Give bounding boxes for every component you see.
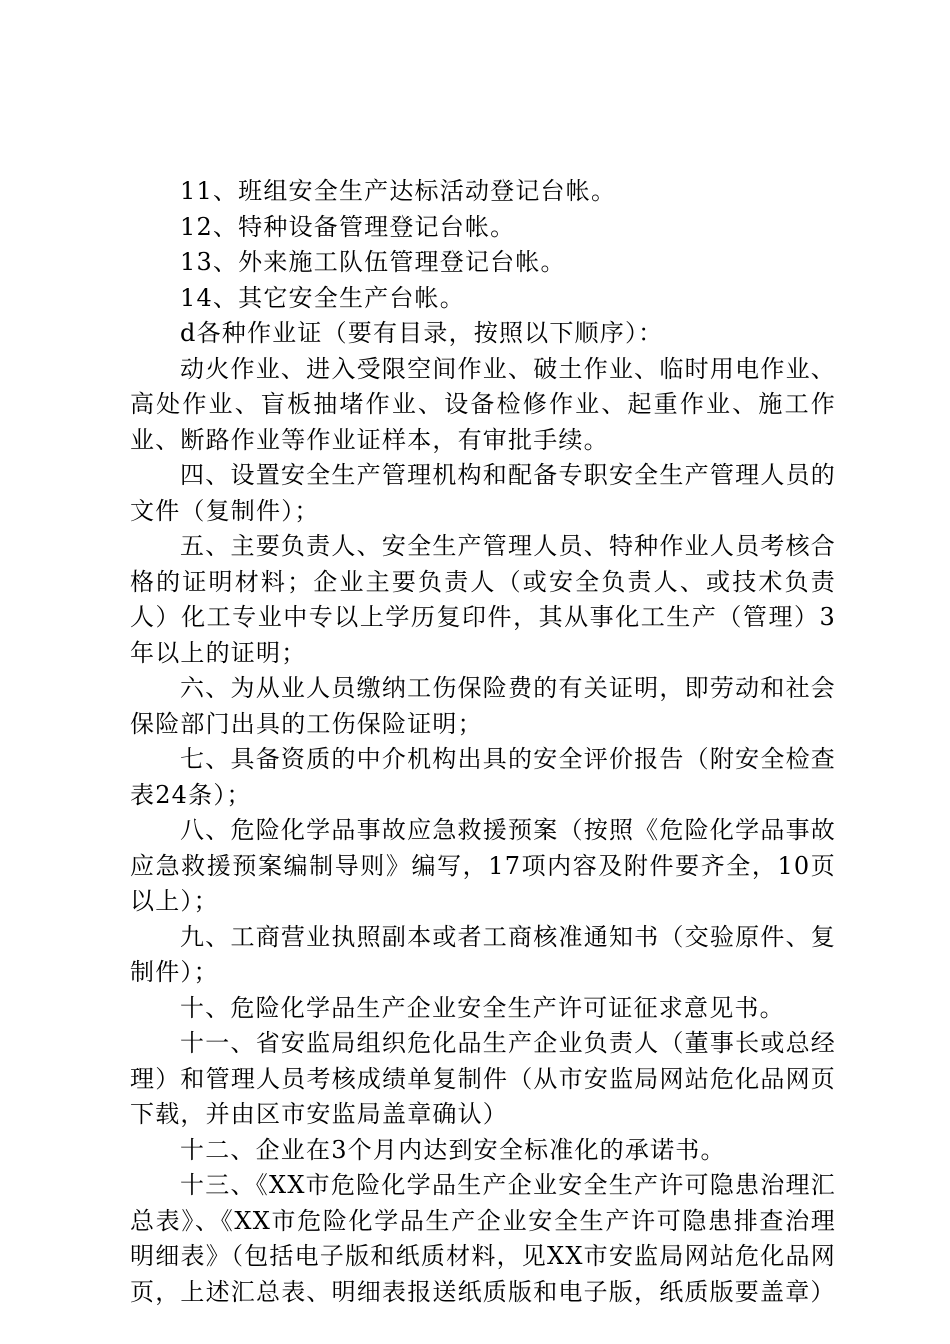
paragraph: 四、设置安全生产管理机构和配备专职安全生产管理人员的文件（复制件）；	[130, 461, 836, 525]
paragraph: 十三、《XX市危险化学品生产企业安全生产许可隐患治理汇总表》、《XX市危险化学品生产企业安全生产许可隐患排查治理明细表》（包括电子版和纸质材料，见XX市安监局网站危化品网页，上述汇总表、明细表报送纸质版和电子版，纸质版要盖章）	[130, 1171, 836, 1306]
paragraph: 八、危险化学品事故应急救援预案（按照《危险化学品事故应急救援预案编制导则》编写，17项内容及附件要齐全，10页以上）；	[130, 816, 836, 915]
paragraph: 十二、企业在3个月内达到安全标准化的承诺书。	[180, 1135, 726, 1164]
paragraph: 十一、省安监局组织危化品生产企业负责人（董事长或总经理）和管理人员考核成绩单复制件（从市安监局网站危化品网页下载，并由区市安监局盖章确认）	[130, 1029, 836, 1128]
paragraph: 动火作业、进入受限空间作业、破土作业、临时用电作业、高处作业、盲板抽堵作业、设备检修作业、起重作业、施工作业、断路作业等作业证样本，有审批手续。	[130, 354, 836, 454]
section-heading: d各种作业证（要有目录，按照以下顺序）：	[180, 319, 664, 347]
list-item: 14、其它安全生产台帐。	[180, 283, 465, 312]
paragraph: 六、为从业人员缴纳工伤保险费的有关证明，即劳动和社会保险部门出具的工伤保险证明；	[130, 674, 836, 738]
paragraph: 七、具备资质的中介机构出具的安全评价报告（附安全检查表24条）；	[130, 745, 836, 809]
list-item: 13、外来施工队伍管理登记台帐。	[180, 248, 566, 276]
paragraph: 五、主要负责人、安全生产管理人员、特种作业人员考核合格的证明材料；企业主要负责人（或安全负责人、或技术负责人）化工专业中专以上学历复印件，其从事化工生产（管理）3年以上的证明；	[130, 532, 836, 667]
list-item: 12、特种设备管理登记台帐。	[180, 212, 516, 241]
list-item: 11、班组安全生产达标活动登记台帐。	[180, 177, 617, 205]
paragraph: 十、危险化学品生产企业安全生产许可证征求意见书。	[180, 993, 785, 1022]
document-body	[130, 174, 836, 1310]
paragraph: 九、工商营业执照副本或者工商核准通知书（交验原件、复制件）；	[130, 922, 836, 986]
